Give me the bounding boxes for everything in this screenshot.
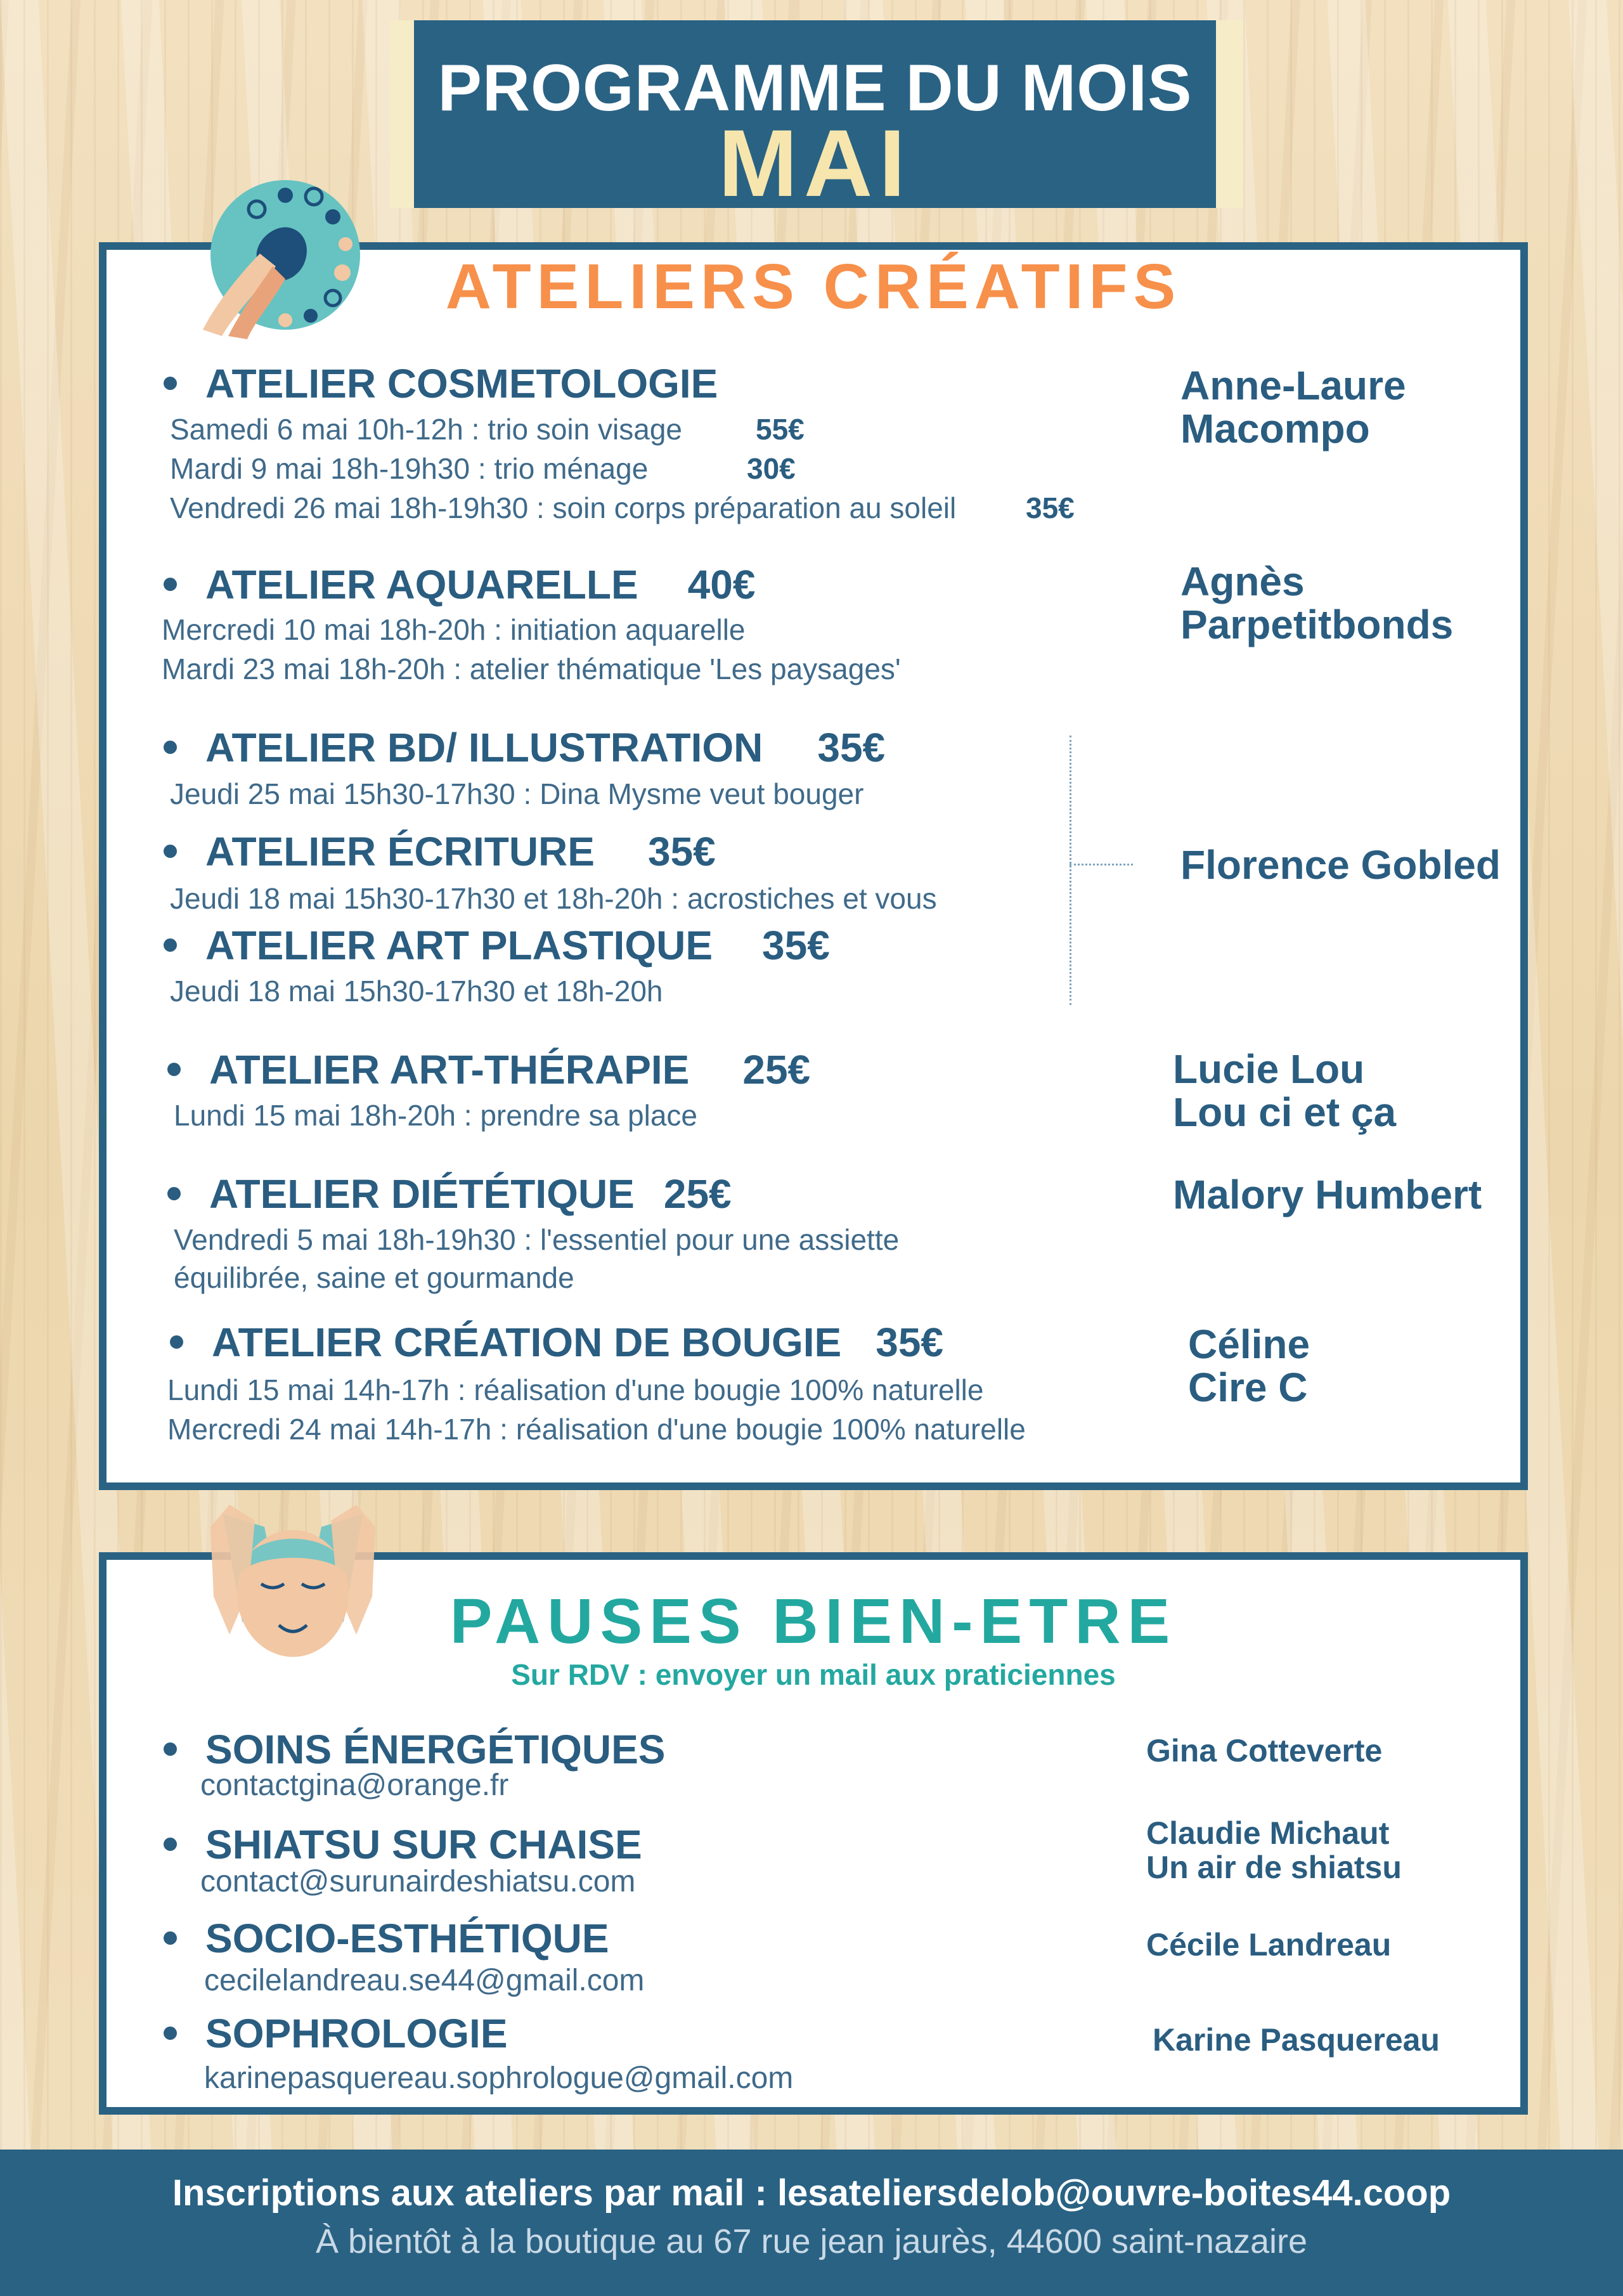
- header-title: PROGRAMME DU MOIS: [437, 51, 1193, 125]
- workshop-session: Mercredi 10 mai 18h-20h : initiation aquarelle: [162, 613, 746, 646]
- wellness-sophrology-title: SOPHROLOGIE: [164, 2010, 508, 2057]
- session-price: 35€: [1026, 491, 1075, 524]
- workshop-writing-title: ATELIER ÉCRITURE 35€: [164, 828, 716, 875]
- workshop-art-therapy-title: ATELIER ART-THÉRAPIE 25€: [167, 1046, 810, 1093]
- wellness-socio-esthetics-title: SOCIO-ESTHÉTIQUE: [164, 1915, 609, 1962]
- workshop-session-continued: équilibrée, saine et gourmande: [174, 1261, 574, 1294]
- practitioner-name: Claudie Michaut Un air de shiatsu: [1146, 1815, 1402, 1885]
- session-text: Vendredi 26 mai 18h-19h30 : soin corps préparation au soleil: [170, 491, 957, 524]
- instructor-name: Malory Humbert: [1173, 1172, 1482, 1217]
- workshop-visual-art-title: ATELIER ART PLASTIQUE 35€: [164, 922, 830, 969]
- workshop-session: Jeudi 25 mai 15h30-17h30 : Dina Mysme veut bouger: [170, 777, 864, 810]
- session-price: 55€: [756, 413, 805, 446]
- workshop-candle-title: ATELIER CRÉATION DE BOUGIE 35€: [170, 1319, 943, 1366]
- session-price: 30€: [747, 452, 796, 485]
- group-bracket-connector: [1070, 864, 1133, 866]
- practitioner-name: Gina Cotteverte: [1146, 1733, 1383, 1768]
- wellness-title: PAUSES BIEN-ETRE: [449, 1586, 1177, 1657]
- contact-email[interactable]: cecilelandreau.se44@gmail.com: [204, 1964, 645, 1997]
- workshop-session: Lundi 15 mai 18h-20h : prendre sa place: [174, 1099, 698, 1132]
- group-bracket-line: [1070, 736, 1071, 1005]
- workshop-nutrition-title: ATELIER DIÉTÉTIQUE 25€: [167, 1171, 732, 1217]
- workshop-session: Lundi 15 mai 14h-17h : réalisation d'une bougie 100% naturelle: [167, 1373, 984, 1406]
- workshop-session: Jeudi 18 mai 15h30-17h30 et 18h-20h : acrostiches et vous: [170, 882, 937, 915]
- workshop-cosmetology-title: ATELIER COSMETOLOGIE: [164, 360, 718, 407]
- workshop-session: Jeudi 18 mai 15h30-17h30 et 18h-20h: [170, 975, 663, 1008]
- instructor-name: Florence Gobled: [1180, 842, 1501, 888]
- registration-line[interactable]: Inscriptions aux ateliers par mail : lesateliersdelob@ouvre-boites44.coop: [172, 2172, 1451, 2214]
- contact-email[interactable]: contactgina@orange.fr: [200, 1768, 509, 1802]
- instructor-name: Agnès Parpetitbonds: [1180, 559, 1454, 647]
- instructor-name: Lucie Lou Lou ci et ça: [1173, 1046, 1397, 1135]
- workshop-watercolor-title: ATELIER AQUARELLE 40€: [164, 561, 755, 608]
- session-text: Mardi 9 mai 18h-19h30 : trio ménage: [170, 452, 649, 485]
- workshop-session: Mardi 23 mai 18h-20h : atelier thématique 'Les paysages': [162, 652, 901, 685]
- practitioner-name: Cécile Landreau: [1146, 1927, 1392, 1962]
- contact-email[interactable]: contact@surunairdeshiatsu.com: [200, 1865, 636, 1898]
- workshop-session: Vendredi 5 mai 18h-19h30 : l'essentiel pour une assiette: [174, 1223, 900, 1256]
- workshop-session: Mercredi 24 mai 14h-17h : réalisation d'une bougie 100% naturelle: [167, 1413, 1026, 1446]
- creative-workshops-title: ATELIERS CRÉATIFS: [445, 251, 1182, 322]
- header-banner: [414, 20, 1216, 216]
- wellness-subtitle: Sur RDV : envoyer un mail aux praticiennes: [511, 1658, 1116, 1691]
- contact-email[interactable]: karinepasquereau.sophrologue@gmail.com: [204, 2061, 794, 2095]
- wellness-energy-title: SOINS ÉNERGÉTIQUES: [164, 1726, 665, 1773]
- practitioner-name: Karine Pasquereau: [1153, 2022, 1440, 2058]
- session-text: Samedi 6 mai 10h-12h : trio soin visage: [170, 413, 682, 446]
- wellness-shiatsu-title: SHIATSU SUR CHAISE: [164, 1821, 642, 1868]
- header-month: MAI: [718, 110, 912, 216]
- workshop-session: [170, 491, 956, 525]
- instructor-name: Céline Cire C: [1188, 1321, 1310, 1410]
- workshop-session: [170, 451, 648, 486]
- shop-address-line: À bientôt à la boutique au 67 rue jean jaurès, 44600 saint-nazaire: [315, 2222, 1308, 2260]
- instructor-name: Anne-Laure Macompo: [1180, 363, 1406, 451]
- workshop-session: [170, 412, 682, 446]
- workshop-comics-title: ATELIER BD/ ILLUSTRATION 35€: [164, 724, 885, 771]
- footer-bar: [0, 2150, 1623, 2296]
